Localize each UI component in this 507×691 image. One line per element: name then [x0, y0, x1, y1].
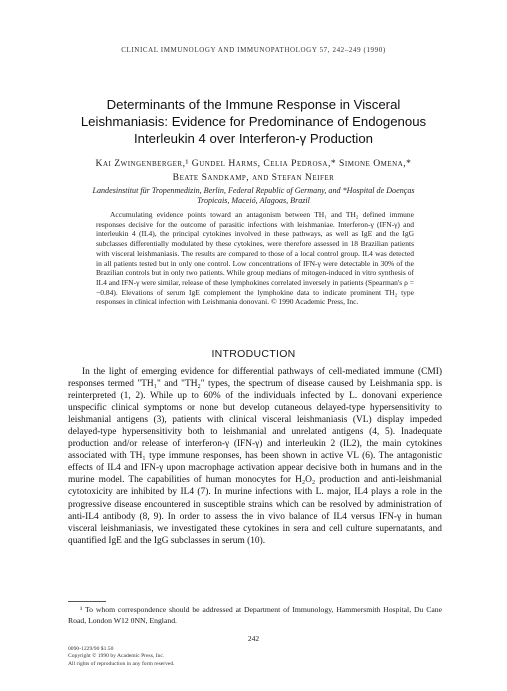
imprint-copyright: Copyright © 1990 by Academic Press, Inc. — [68, 653, 165, 660]
abstract-text: Accumulating evidence points toward an antagonism between TH₁ and TH₂ defined immune responses decisive for the outcome of parasitic infections with leishmaniae. Interferon-γ (IFN-γ) and interleukin 4 (IL4), the principal cytokines involved in these pathways, as well as IgE and the IgG subclasses differentially modulated by these cytokines, were therefore assessed in 18 Brazilian patients with visceral leishmaniasis. The results are compared to those of a local control group. IL4 was detected in all patients tested but in only one control. Low concentrations of IFN-γ were detectable in 30% of the Brazilian controls but in only two patients. While group medians of mitogen-induced in vitro synthesis of IL4 and IFN-γ were similar, release of these lymphokines correlated inversely in patients (Spearman's ρ = −0.84). Elevations of serum IgE complement the lymphokine data to indicate prominent TH₂ type responses in clinical infection with Leishmania donovani. © 1990 Academic Press, Inc. — [96, 210, 414, 307]
footnote-text: ¹ To whom correspondence should be addressed at Department of Immunology, Hammersmith Hospital, Du Cane Road, London W12 0NN, England. — [68, 605, 442, 625]
imprint-rights: All rights of reproduction in any form reserved. — [68, 660, 175, 667]
running-head: CLINICAL IMMUNOLOGY AND IMMUNOPATHOLOGY 57, 242–249 (1990) — [121, 46, 386, 54]
article-title — [40, 96, 467, 147]
authors-line-2: Beate Sandkamp, and Stefan Neifer — [172, 172, 335, 183]
title-line-2: Leishmaniasis: Evidence for Predominance of Endogenous — [80, 114, 427, 129]
copyright-imprint — [68, 646, 268, 668]
affiliation-line-2: Tropicais, Maceió, Alagoas, Brazil — [197, 196, 310, 205]
section-heading: INTRODUCTION — [211, 348, 296, 360]
page-number: 242 — [247, 634, 260, 643]
footnote — [68, 605, 442, 626]
affiliation — [40, 186, 467, 206]
introduction-paragraph: In the light of emerging evidence for differential pathways of cell-mediated immune (CMI) responses termed "TH₁" and "TH₂" types, the spectrum of disease caused by Leishmania spp. is reinterpreted (1, 2). While up to 60% of the individuals infected by L. donovani experience unspecific clinical symptoms or none but develop cutaneous delayed-type hypersensitivity to leishmanial antigens (3), patients with clinical visceral leishmaniasis (VL) display impeded delayed-type hypersensitivity both to leishmanial and unrelated antigens (4, 5). Inadequate production and/or release of interferon-γ (IFN-γ) and interleukin 2 (IL2), the main cytokines associated with TH₁ type immune responses, has been shown in active VL (6). The antagonistic effects of IL4 and IFN-γ upon macrophage activation appear decisive both in humans and in the murine model. The capabilities of human monocytes for H₂O₂ production and anti-leishmanial cytotoxicity are inhibited by IL4 (7). In murine infections with L. major, IL4 plays a role in the progressive disease encountered in susceptible strains which can be resolved by administration of anti-IL4 antibody (8, 9). In order to assess the in vivo balance of IL4 versus IFN-γ in human visceral leishmaniasis, we investigated these cytokines in sera and cell culture supernatants, and quantified IgE and the IgG subclasses in serum (10). — [68, 367, 442, 546]
author-list — [30, 157, 477, 185]
introduction-body — [68, 366, 442, 547]
title-line-1: Determinants of the Immune Response in Visceral — [106, 97, 401, 112]
authors-line-1: Kai Zwingenberger,¹ Gundel Harms, Celia Pedrosa,* Simone Omena,* — [95, 158, 412, 169]
footnote-divider — [68, 601, 106, 602]
title-line-3: Interleukin 4 over Interferon-γ Production — [134, 131, 373, 146]
abstract — [96, 210, 414, 307]
affiliation-line-1: Landesinstitut für Tropenmedizin, Berlin, Federal Republic of Germany, and *Hospital de Doenças — [92, 186, 415, 195]
imprint-price: 0090-1229/90 $1.50 — [68, 646, 114, 652]
